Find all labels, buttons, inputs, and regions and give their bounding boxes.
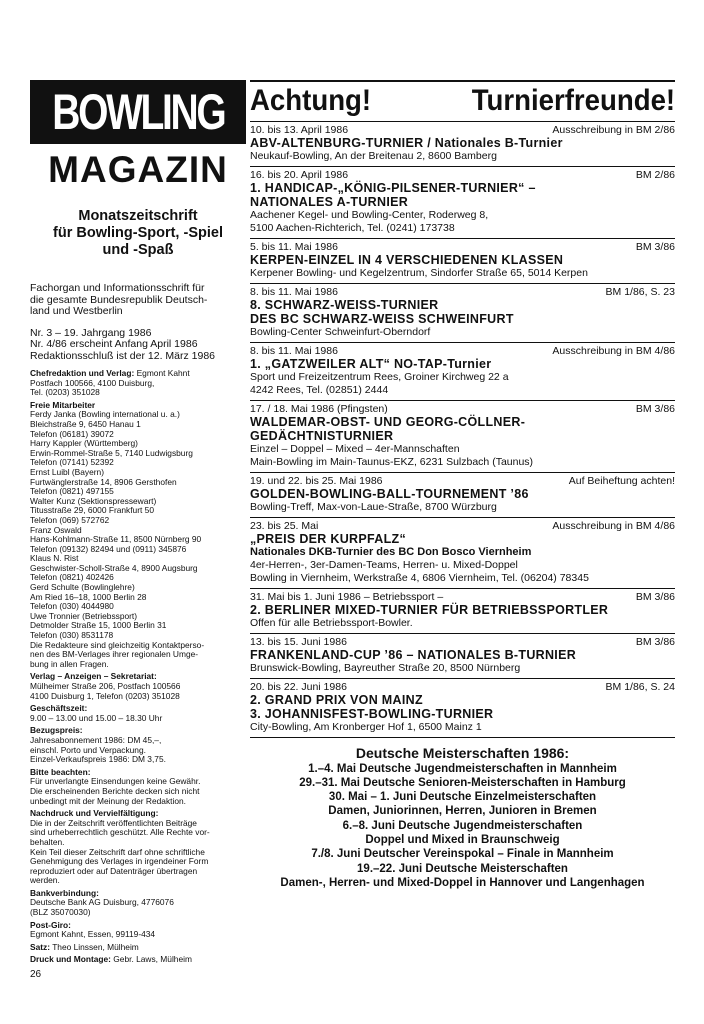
event-header	[250, 345, 675, 357]
subtitle-line: für Bowling-Sport, -Spiel	[53, 225, 223, 241]
impressum-line: Erwin-Rommel-Straße 5, 7140 Ludwigsburg	[30, 447, 193, 458]
event-date: 8. bis 11. Mai 1986	[250, 345, 338, 357]
impressum-line: Hans-Kohlmann-Straße 11, 8500 Nürnberg 90	[30, 534, 202, 545]
event-detail: Bowling-Center Schweinfurt-Oberndorf	[250, 326, 431, 338]
impressum-line: Die erscheinenden Berichte decken sich nicht	[30, 785, 200, 796]
impressum-block	[30, 672, 246, 701]
subtitle-line: Monatszeitschrift	[78, 208, 198, 224]
event-header	[250, 124, 675, 136]
championships-title: Deutsche Meisterschaften 1986:	[355, 744, 570, 761]
impressum-line: Klaus N. Rist	[30, 553, 79, 564]
event-title: WALDEMAR-OBST- UND GEORG-CÖLLNER-	[250, 415, 526, 429]
championship-line: 30. Mai – 1. Juni Deutsche Einzelmeisterschaften	[328, 791, 597, 804]
event-reference: BM 2/86	[635, 169, 675, 181]
event-title: NATIONALES A-TURNIER	[250, 195, 409, 209]
event-header	[250, 403, 675, 415]
impressum-heading: Bankverbindung:	[30, 887, 99, 898]
event-date: 31. Mai bis 1. Juni 1986 – Betriebssport –	[250, 590, 444, 603]
championship-line: 6.–8. Juni Deutsche Jugendmeisterschaften	[342, 819, 583, 832]
impressum-heading: Druck und Montage:	[30, 954, 111, 965]
impressum-line: Titusstraße 29, 6000 Frankfurt 50	[30, 505, 154, 516]
impressum-line: Für unverlangte Einsendungen keine Gewähr.	[30, 776, 201, 787]
event-title: 3. JOHANNISFEST-BOWLING-TURNIER	[250, 706, 494, 721]
event-reference: BM 3/86	[635, 635, 675, 648]
impressum-heading: Satz:	[30, 941, 51, 952]
event-header	[250, 169, 675, 181]
event-detail: 4242 Rees, Tel. (02851) 2444	[250, 384, 389, 396]
event-date: 20. bis 22. Juni 1986	[250, 680, 347, 693]
event-date: 8. bis 11. Mai 1986	[250, 286, 338, 298]
impressum-line: Telefon (09132) 82494 und (0911) 345876	[30, 543, 187, 554]
impressum-block	[30, 401, 246, 670]
impressum-line: sind urheberrechtlich geschützt. Alle Rechte vor-	[30, 827, 210, 838]
event-date: 10. bis 13. April 1986	[250, 124, 349, 136]
impressum-line: Mülheimer Straße 206, Postfach 100566	[30, 681, 181, 691]
event-detail: Brunswick-Bowling, Bayreuther Straße 20, 8500 Nürnberg	[250, 661, 521, 674]
championships-lines	[250, 762, 675, 891]
impressum-block	[30, 726, 246, 764]
event-reference: Ausschreibung in BM 4/86	[552, 520, 675, 532]
impressum-line: Kein Teil dieser Zeitschrift darf ohne schriftliche	[30, 846, 205, 857]
impressum-heading: Geschäftszeit:	[30, 703, 88, 714]
event-detail: Aachener Kegel- und Bowling-Center, Roderweg 8,	[250, 209, 489, 221]
event-entry	[250, 588, 675, 633]
event-header	[250, 681, 675, 693]
impressum-line: Tel. (0203) 351028	[30, 387, 100, 398]
event-header	[250, 241, 675, 253]
impressum-line: Genehmigung des Verlages in irgendeiner Form	[30, 856, 209, 867]
impressum-line: Einzel-Verkaufspreis 1986: DM 3,75.	[30, 754, 166, 765]
event-detail: Neukauf-Bowling, An der Breitenau 2, 8600 Bamberg	[250, 150, 497, 162]
impressum-line: Ernst Luibl (Bayern)	[30, 466, 105, 477]
event-entry	[250, 166, 675, 238]
impressum-line: Ferdy Janka (Bowling international u. a.)	[30, 409, 180, 420]
impressum-line: Deutsche Bank AG Duisburg, 4776076	[30, 897, 174, 908]
impressum-line: Telefon (069) 572762	[30, 514, 110, 525]
event-title: KERPEN-EINZEL IN 4 VERSCHIEDENEN KLASSEN	[250, 253, 564, 267]
event-detail: Main-Bowling im Main-Taunus-EKZ, 6231 Sulzbach (Taunus)	[250, 456, 534, 468]
championship-line: Damen, Juniorinnen, Herren, Junioren in Bremen	[328, 805, 597, 818]
impressum-line: Telefon (06181) 39072	[30, 428, 114, 439]
event-header	[250, 475, 675, 487]
impressum-block	[30, 768, 246, 806]
impressum-inline: Gebr. Laws, Mülheim	[110, 954, 192, 965]
impressum-heading-line	[30, 943, 246, 953]
logo-text: BOWLING	[51, 84, 225, 140]
event-title: DES BC SCHWARZ-WEISS SCHWEINFURT	[250, 312, 514, 326]
event-reference: BM 1/86, S. 23	[605, 286, 675, 298]
impressum-heading: Chefredaktion und Verlag:	[30, 368, 135, 378]
championship-line: Damen-, Herren- und Mixed-Doppel in Hannover und Langenhagen	[280, 876, 645, 889]
impressum-line: Uwe Tronnier (Betriebssport)	[30, 610, 138, 621]
impressum-line: Walter Kunz (Sektionspressewart)	[30, 495, 157, 506]
event-title: „PREIS DER KURPFALZ“	[250, 532, 407, 546]
event-entry	[250, 633, 675, 678]
headline-right: Turnierfreunde!	[471, 84, 675, 117]
page-number: 26	[30, 969, 42, 980]
impressum-inline: Egmont Kahnt	[134, 368, 190, 378]
event-date: 5. bis 11. Mai 1986	[250, 241, 338, 253]
event-list	[250, 121, 675, 738]
event-reference: Ausschreibung in BM 4/86	[552, 345, 675, 357]
impressum-line: Gerd Schulte (Bowlinglehre)	[30, 582, 135, 593]
event-date: 13. bis 15. Juni 1986	[250, 635, 347, 648]
championship-line: Doppel und Mixed in Braunschweig	[365, 833, 560, 846]
issue-line: Nr. 3 – 19. Jahrgang 1986	[30, 326, 152, 339]
event-header	[250, 520, 675, 532]
championship-line: 7./8. Juni Deutscher Vereinspokal – Finale in Mannheim	[311, 848, 614, 861]
tournament-announcements	[250, 80, 675, 890]
impressum-line: Telefon (0821) 402426	[30, 572, 114, 583]
event-header	[250, 286, 675, 298]
event-detail: Bowling in Viernheim, Werkstraße 4, 6806 Viernheim, Tel. (06204) 78345	[250, 571, 589, 584]
magazine-subtitle	[30, 208, 246, 259]
event-detail: 4er-Herren-, 3er-Damen-Teams, Herren- u. Mixed-Doppel	[250, 558, 518, 571]
masthead-sidebar	[30, 80, 246, 965]
event-header	[250, 636, 675, 648]
impressum-line: Egmont Kahnt, Essen, 99119-434	[30, 929, 156, 940]
impressum-line: reproduziert oder auf Datenträger übertragen	[30, 865, 198, 876]
championship-line: 1.–4. Mai Deutsche Jugendmeisterschaften in Mannheim	[308, 762, 617, 775]
event-title: 1. „GATZWEILER ALT“ NO-TAP-Turnier	[250, 357, 492, 371]
impressum-line: werden.	[30, 875, 60, 886]
event-date: 17. / 18. Mai 1986 (Pfingsten)	[250, 403, 388, 415]
impressum-heading: Bezugspreis:	[30, 725, 83, 736]
event-title: GEDÄCHTNISTURNIER	[250, 429, 394, 443]
event-title: GOLDEN-BOWLING-BALL-TOURNEMENT ’86	[250, 487, 529, 501]
impressum-block	[30, 889, 246, 918]
impressum-line: Telefon (030) 4044980	[30, 601, 114, 612]
event-entry	[250, 342, 675, 400]
event-entry	[250, 238, 675, 283]
event-title: 2. BERLINER MIXED-TURNIER FÜR BETRIEBSSPORTLER	[250, 602, 609, 617]
event-date: 16. bis 20. April 1986	[250, 169, 349, 181]
event-detail: 5100 Aachen-Richterich, Tel. (0241) 173738	[250, 222, 455, 234]
event-title: FRANKENLAND-CUP ’86 – NATIONALES B-TURNIER	[250, 647, 577, 662]
impressum-line: 4100 Duisburg 1, Telefon (0203) 351028	[30, 690, 180, 701]
impressum-block	[30, 809, 246, 886]
event-reference: BM 3/86	[635, 403, 675, 415]
impressum-line: Jahresabonnement 1986: DM 45,–,	[30, 734, 162, 745]
impressum-line: Die in der Zeitschrift veröffentlichten Beiträge	[30, 817, 197, 828]
event-title: ABV-ALTENBURG-TURNIER / Nationales B-Turnier	[250, 136, 563, 150]
issue-line: Nr. 4/86 erscheint Anfang April 1986	[30, 338, 198, 350]
impressum-inline: Theo Linssen, Mülheim	[50, 941, 139, 952]
impressum-heading: Freie Mitarbeiter	[30, 399, 96, 410]
impressum-heading: Verlag – Anzeigen – Sekretariat:	[30, 671, 157, 682]
impressum-line: Detmolder Straße 15, 1000 Berlin 31	[30, 620, 167, 631]
issue-info	[30, 328, 246, 363]
championships	[250, 744, 675, 891]
event-detail: Bowling-Treff, Max-von-Laue-Straße, 8700 Würzburg	[250, 501, 497, 513]
event-entry	[250, 472, 675, 517]
impressum-line: einschl. Porto und Verpackung.	[30, 744, 146, 755]
impressum-heading: Post-Giro:	[30, 919, 71, 930]
event-title: 2. GRAND PRIX VON MAINZ	[250, 692, 423, 707]
headline	[250, 80, 675, 121]
impressum-block	[30, 704, 246, 723]
impressum-line: Postfach 100566, 4100 Duisburg,	[30, 377, 155, 388]
event-entry	[250, 121, 675, 166]
event-entry	[250, 400, 675, 472]
impressum-block	[30, 943, 246, 953]
issue-line: Redaktionsschluß ist der 12. März 1986	[30, 349, 216, 362]
intro-line: die gesamte Bundesrepublik Deutsch-	[30, 293, 208, 306]
event-header	[250, 591, 675, 603]
intro-line: land und Westberlin	[30, 305, 123, 317]
intro-text	[30, 283, 246, 318]
impressum-block	[30, 955, 246, 965]
impressum-heading: Nachdruck und Vervielfältigung:	[30, 808, 159, 819]
event-title: 8. SCHWARZ-WEISS-TURNIER	[250, 298, 439, 312]
event-date: 23. bis 25. Mai	[250, 520, 319, 532]
event-reference: BM 1/86, S. 24	[605, 680, 675, 693]
impressum-line: Die Redakteure sind gleichzeitig Kontaktperso-	[30, 639, 205, 650]
magazine-name: MAGAZIN	[48, 149, 228, 190]
event-detail: Einzel – Doppel – Mixed – 4er-Mannschaften	[250, 443, 460, 455]
event-reference: Auf Beiheftung achten!	[568, 475, 675, 487]
impressum-line: unbedingt mit der Meinung der Redaktion.	[30, 795, 186, 806]
impressum-line: bung in allen Fragen.	[30, 658, 109, 669]
event-detail: Kerpener Bowling- und Kegelzentrum, Sindorfer Straße 65, 5014 Kerpen	[250, 267, 588, 279]
impressum-line: Furtwänglerstraße 14, 8906 Gersthofen	[30, 476, 177, 487]
impressum	[30, 369, 246, 965]
subtitle-line: und -Spaß	[102, 242, 174, 258]
event-entry	[250, 283, 675, 342]
impressum-line: Geschwister-Scholl-Straße 4, 8900 Augsburg	[30, 562, 198, 573]
event-reference: BM 3/86	[635, 241, 675, 253]
event-reference: Ausschreibung in BM 2/86	[552, 124, 675, 136]
impressum-line: Franz Oswald	[30, 524, 82, 535]
event-title: 1. HANDICAP-„KÖNIG-PILSENER-TURNIER“ –	[250, 181, 536, 195]
event-detail: Offen für alle Betriebssport-Bowler.	[250, 616, 413, 629]
event-reference: BM 3/86	[635, 590, 675, 603]
intro-line: Fachorgan und Informationsschrift für	[30, 282, 205, 294]
impressum-line: 9.00 – 13.00 und 15.00 – 18.30 Uhr	[30, 712, 163, 723]
event-subtitle: Nationales DKB-Turnier des BC Don Bosco Viernheim	[250, 546, 532, 558]
headline-left: Achtung!	[250, 84, 372, 117]
impressum-line: Harry Kappler (Württemberg)	[30, 438, 138, 449]
event-detail: Sport und Freizeitzentrum Rees, Groiner Kirchweg 22 a	[250, 371, 509, 383]
impressum-line: behalten.	[30, 836, 65, 847]
impressum-block	[30, 369, 246, 398]
impressum-line: Am Ried 16–18, 1000 Berlin 28	[30, 591, 147, 602]
impressum-heading-line	[30, 955, 246, 965]
event-detail: City-Bowling, Am Kronberger Hof 1, 6500 Mainz 1	[250, 720, 482, 733]
impressum-line: Telefon (07141) 52392	[30, 457, 114, 468]
championship-line: 29.–31. Mai Deutsche Senioren-Meisterschaften in Hamburg	[299, 776, 626, 789]
impressum-line: Telefon (030) 8531178	[30, 630, 114, 641]
event-entry	[250, 517, 675, 588]
impressum-block	[30, 921, 246, 940]
impressum-heading: Bitte beachten:	[30, 766, 91, 777]
impressum-line: Telefon (0821) 497155	[30, 486, 114, 497]
impressum-line: (BLZ 35070030)	[30, 907, 91, 918]
championship-line: 19.–22. Juni Deutsche Meisterschaften	[357, 862, 568, 875]
event-date: 19. und 22. bis 25. Mai 1986	[250, 475, 383, 487]
event-entry	[250, 678, 675, 738]
bowling-logo	[30, 80, 246, 144]
impressum-line: Bleichstraße 9, 6450 Hanau 1	[30, 418, 141, 429]
impressum-line: nen des BM-Verlages ihrer regionalen Umge-	[30, 649, 199, 660]
